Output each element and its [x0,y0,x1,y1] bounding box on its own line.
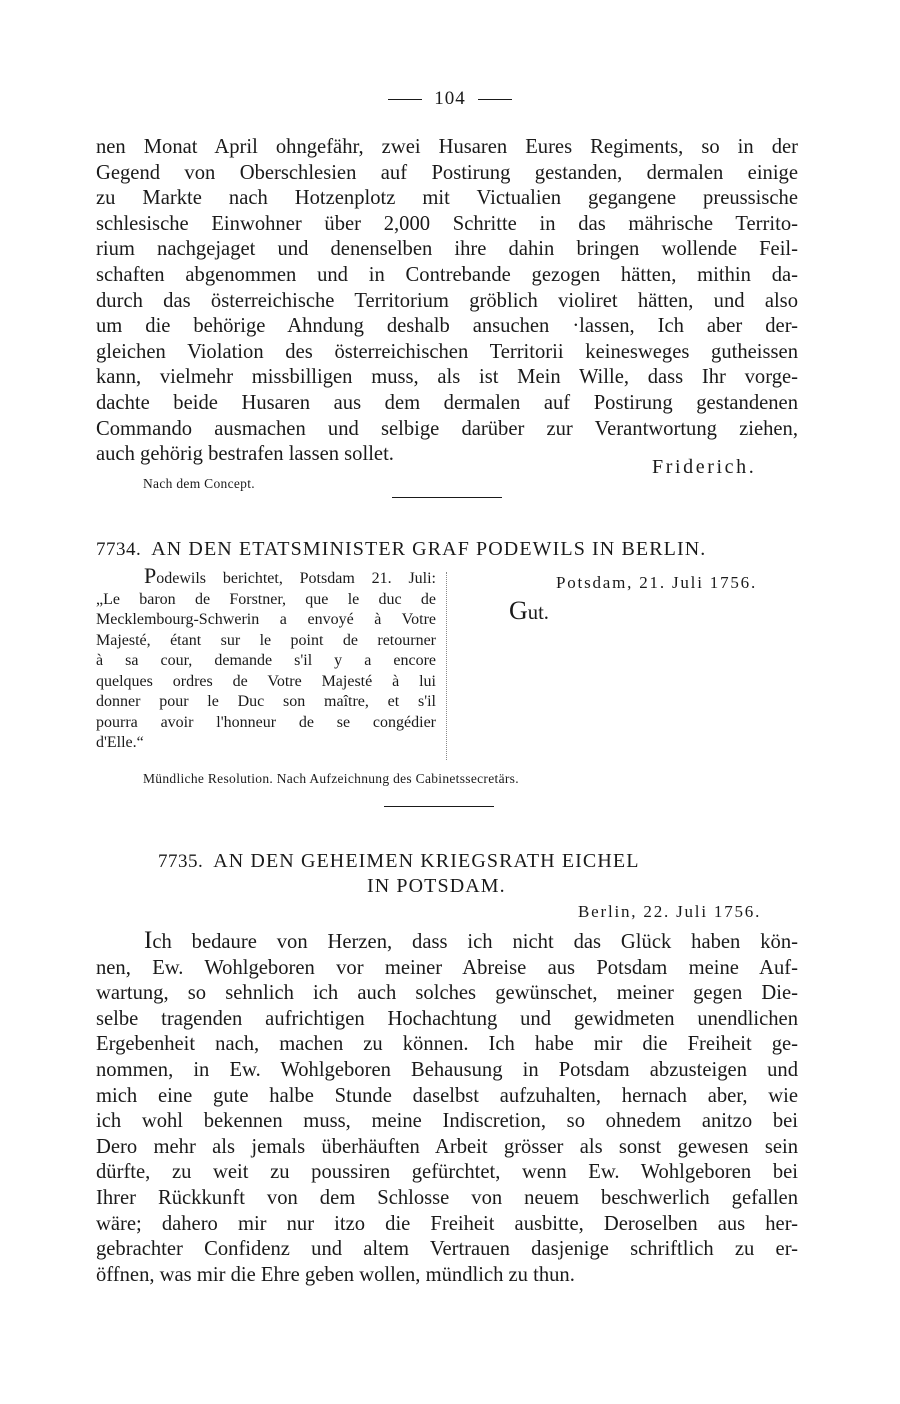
text-line: auch gehörig bestrafen lassen sollet. [96,443,394,466]
text-line: Ergebenheit nach, machen zu können. Ich habe mir die Freiheit ge- [96,1033,798,1056]
page-number-dash-left [388,99,422,100]
text-line: dürfte, zu weit zu poussiren gefürchtet, wenn Ew. Wohlgeboren bei [96,1161,798,1184]
text-line: um die behörige Ahndung deshalb ansuchen ·lassen, Ich aber der- [96,315,798,338]
resolution: Gut. [509,596,549,625]
page-number-text: 104 [434,88,466,109]
text-line: Gegend von Oberschlesien auf Postirung gestanden, dermalen einige [96,161,798,184]
text-line: quelques ordres de Votre Majesté à lui [96,672,436,690]
prev-letter-body [96,135,798,468]
text-line: schaften abgenommen und in Contrebande gezogen hätten, mithin da- [96,263,798,286]
text-line: d'Elle.“ [96,734,144,751]
letter-number: 7734. [96,539,142,560]
letter-heading-7735 [158,850,640,873]
page-number-dash-right [478,99,512,100]
source-note: Mündliche Resolution. Nach Aufzeichnung des Cabinetssecretärs. [143,771,519,786]
text-line: gleichen Violation des österreichischen Territorii keinesweges gutheissen [96,340,798,363]
section-divider [384,806,494,807]
letter-heading-text: AN DEN GEHEIMEN KRIEGSRATH EICHEL [213,850,640,872]
text-line: mich eine gute halbe Stunde daselbst aufzuhalten, hernach aber, wie [96,1084,798,1107]
report-summary [96,563,436,754]
text-line: Podewils berichtet, Potsdam 21. Juli: [144,563,436,588]
text-line: öffnen, was mir die Ehre geben wollen, mündlich zu thun. [96,1263,575,1286]
section-divider [392,497,502,498]
text-line: „Le baron de Forstner, que le duc de [96,590,436,608]
text-line: rium nachgejaget und denenselben ihre dahin bringen wollende Feil- [96,238,798,261]
text-line: nommen, in Ew. Wohlgeboren Behausung in Potsdam abzusteigen und [96,1058,798,1081]
text-line: Ihrer Rückkunft von dem Schlosse von neuem beschwerlich gefallen [96,1186,798,1209]
letter-heading-text: AN DEN ETATSMINISTER GRAF PODEWILS IN BERLIN. [151,538,707,560]
page-number [0,88,900,110]
text-line: wartung, so sehnlich ich auch solches gewünschet, meiner gegen Die- [96,982,798,1005]
text-line: zu Markte nach Hotzenplotz mit Victualien gegangene preussische [96,187,798,210]
text-line: Mecklembourg-Schwerin a envoyé à Votre [96,611,436,628]
text-line: pourra avoir l'honneur de se congédier [96,713,436,731]
text-line: selbe tragenden aufrichtigen Hochachtung und gewidmeten unendlichen [96,1007,798,1030]
text-line: dachte beide Husaren aus dem dermalen auf Postirung gestandenen [96,391,798,414]
text-line: nen, Ew. Wohlgeboren vor meiner Abreise aus Potsdam meine Auf- [96,956,798,979]
text-line: nen Monat April ohngefähr, zwei Husaren Eures Regiments, so in der [96,136,798,158]
column-separator [446,572,447,760]
letter-number: 7735. [158,851,204,872]
text-line: wäre; dahero mir nur itzo die Freiheit ausbitte, Deroselben aus her- [96,1212,798,1235]
text-line: Ich bedaure von Herzen, dass ich nicht das Glück haben kön- [144,927,798,954]
text-line: durch das österreichische Territorium gröblich violiret hätten, und also [96,289,798,312]
text-line: Dero mehr als jemals überhäuften Arbeit grösser als sonst gewesen sein [96,1135,798,1158]
letter-heading-7734 [96,538,706,561]
text-line: ich wohl bekennen muss, meine Indiscretion, so ohnedem anitzo bei [96,1110,798,1133]
text-line: schlesische Einwohner über 2,000 Schritte in das mährische Territo- [96,212,798,235]
text-line: à sa cour, demande s'il y a encore [96,652,436,669]
place-date: Berlin, 22. Juli 1756. [578,902,762,921]
text-line: Majesté, étant sur le point de retourner [96,631,436,649]
text-line: donner pour le Duc son maître, et s'il [96,693,436,710]
text-line: gebrachter Confidenz und altem Vertrauen dasjenige schriftlich zu er- [96,1238,798,1261]
text-line: kann, vielmehr missbilligen muss, als ist Mein Wille, dass Ihr vorge- [96,366,798,389]
text-line: Commando ausmachen und selbige darüber zur Verantwortung ziehen, [96,417,798,440]
source-note: Nach dem Concept. [143,476,255,491]
signature: Friderich. [652,456,757,478]
place-date: Potsdam, 21. Juli 1756. [556,573,758,592]
letter-heading-7735-line2: IN POTSDAM. [367,875,506,897]
letter-7735-body [96,928,798,1288]
